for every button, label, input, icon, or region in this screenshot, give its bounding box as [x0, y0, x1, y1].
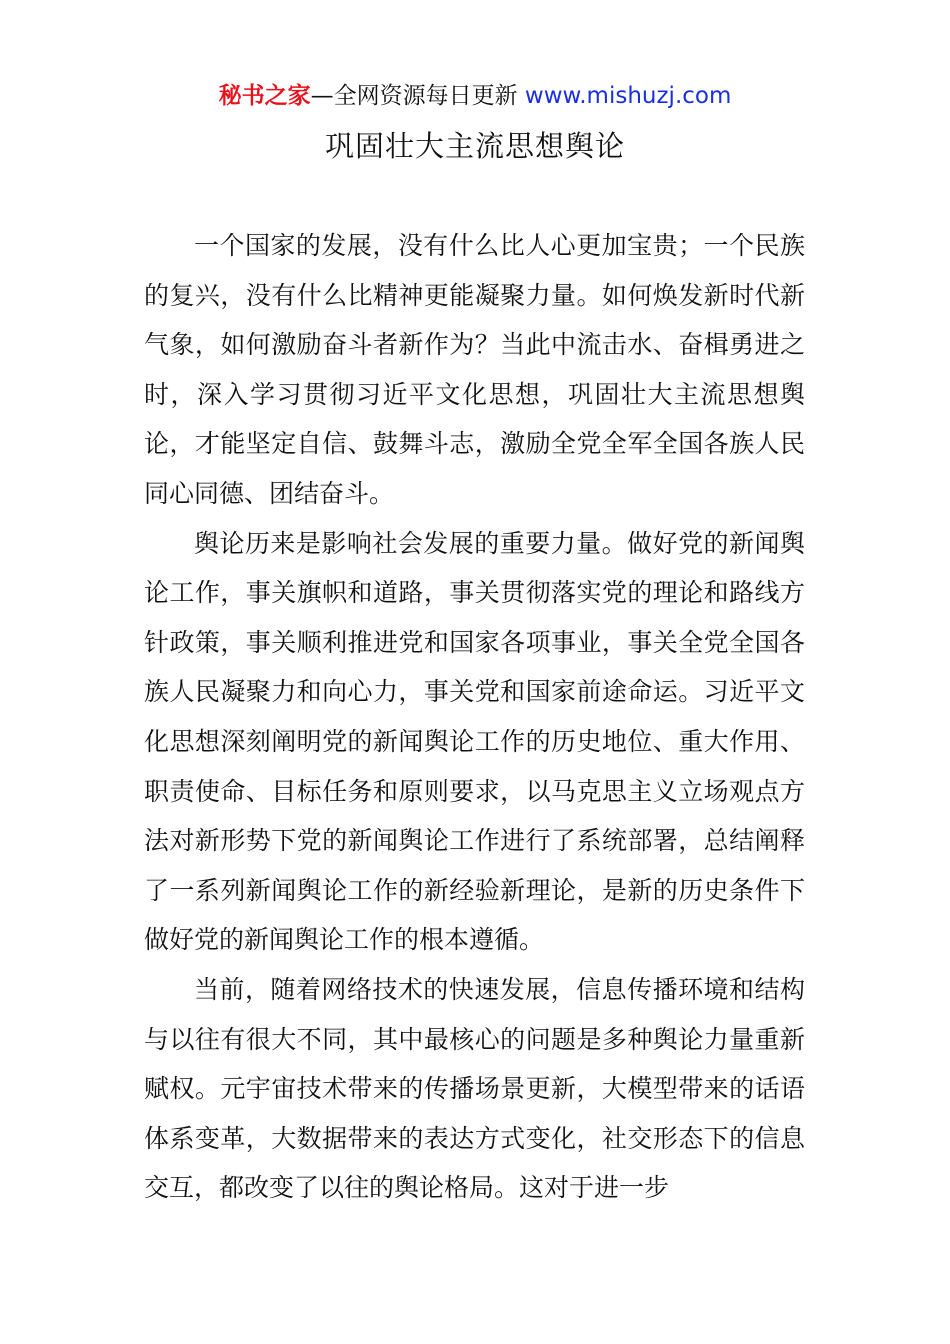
paragraph-2: 舆论历来是影响社会发展的重要力量。做好党的新闻舆论工作，事关旗帜和道路，事关贯彻落实党的理论和路线方针政策，事关顺利推进党和国家各项事业，事关全党全国各族人民凝聚力和向心力，事关党和国家前途命运。习近平文化思想深刻阐明党的新闻舆论工作的历史地位、重大作用、职责使命、目标任务和原则要求，以马克思主义立场观点方法对新形势下党的新闻舆论工作进行了系统部署，总结阐释了一系列新闻舆论工作的新经验新理论，是新的历史条件下做好党的新闻舆论工作的根本遵循。: [144, 528, 805, 955]
brand-name: 秘书之家: [218, 83, 311, 109]
header-banner: [0, 80, 950, 112]
document-body: [144, 221, 805, 1213]
site-url-link[interactable]: www.mishuzj.com: [524, 83, 732, 109]
document-title: 巩固壮大主流思想舆论: [324, 129, 625, 163]
paragraph-1: 一个国家的发展，没有什么比人心更加宝贵；一个民族的复兴，没有什么比精神更能凝聚力量。如何焕发新时代新气象，如何激励奋斗者新作为？当此中流击水、奋楫勇进之时，深入学习贯彻习近平文化思想，巩固壮大主流思想舆论，才能坚定自信、鼓舞斗志，激励全党全军全国各族人民同心同德、团结奋斗。: [144, 231, 805, 508]
paragraph-3: 当前，随着网络技术的快速发展，信息传播环境和结构与以往有很大不同，其中最核心的问题是多种舆论力量重新赋权。元宇宙技术带来的传播场景更新，大模型带来的话语体系变革，大数据带来的表达方式变化，社交形态下的信息交互，都改变了以往的舆论格局。这对于进一步: [144, 974, 805, 1203]
header-tagline: —全网资源每日更新: [310, 83, 518, 109]
